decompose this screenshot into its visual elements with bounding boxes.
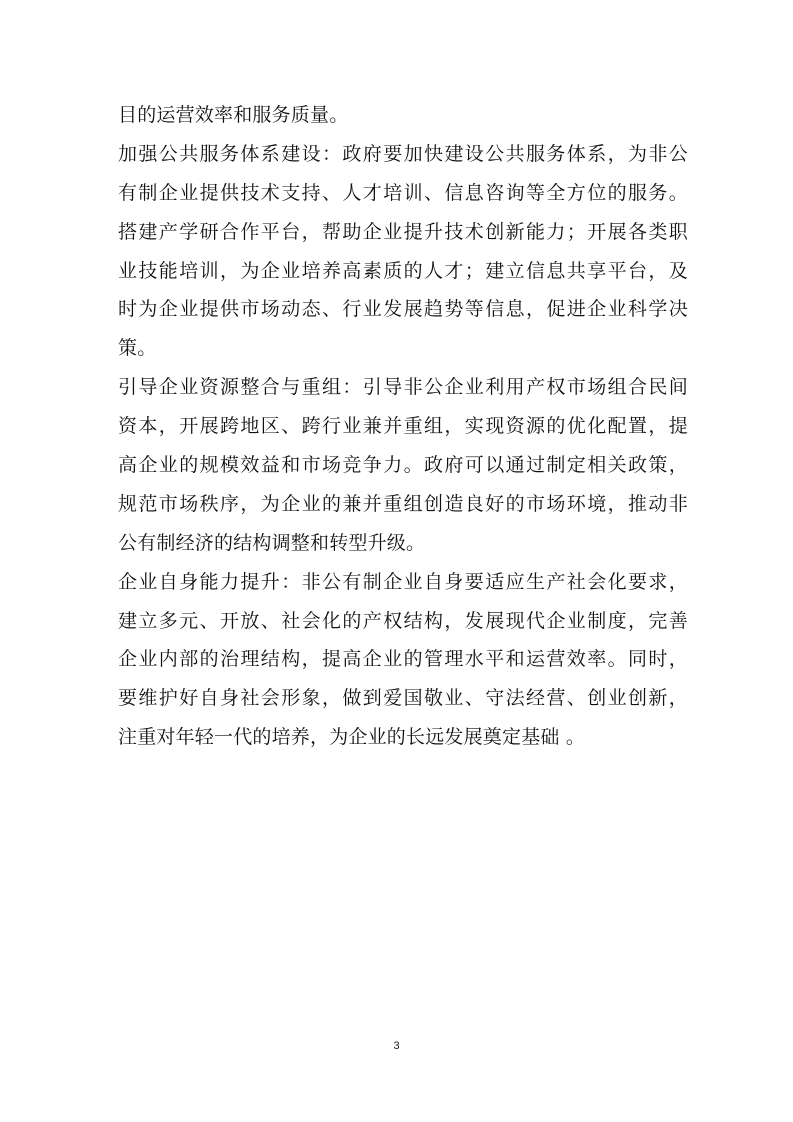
text-line: 高企业的规模效益和市场竞争力。政府可以通过制定相关政策， — [118, 454, 688, 477]
text-line: 时为企业提供市场动态、行业发展趋势等信息，促进企业科学决 — [118, 298, 688, 321]
text-line: 引导企业资源整合与重组：引导非公企业利用产权市场组合民间 — [118, 376, 688, 399]
text-line: 业技能培训，为企业培养高素质的人才；建立信息共享平台，及 — [118, 259, 688, 282]
text-line: 规范市场秩序，为企业的兼并重组创造良好的市场环境，推动非 — [118, 492, 688, 515]
text-line: 建立多元、开放、社会化的产权结构，发展现代企业制度，完善 — [118, 609, 688, 632]
text-line: 加强公共服务体系建设：政府要加快建设公共服务体系，为非公 — [118, 142, 688, 165]
text-line: 资本，开展跨地区、跨行业兼并重组，实现资源的优化配置，提 — [118, 415, 688, 438]
page-number: 3 — [393, 1040, 400, 1052]
text-line: 公有制经济的结构调整和转型升级。 — [118, 531, 426, 554]
text-line: 注重对年轻一代的培养，为企业的长远发展奠定基础 。 — [118, 726, 586, 749]
text-line: 有制企业提供技术支持、人才培训、信息咨询等全方位的服务。 — [118, 181, 688, 204]
body-text — [118, 96, 688, 757]
text-line: 搭建产学研合作平台，帮助企业提升技术创新能力；开展各类职 — [118, 220, 688, 243]
text-line: 要维护好自身社会形象，做到爱国敬业、守法经营、创业创新， — [118, 687, 688, 710]
text-line: 目的运营效率和服务质量。 — [118, 104, 349, 126]
text-line: 策。 — [118, 337, 157, 360]
text-line: 企业内部的治理结构，提高企业的管理水平和运营效率。同时， — [118, 648, 688, 671]
text-line: 企业自身能力提升：非公有制企业自身要适应生产社会化要求， — [118, 570, 688, 593]
